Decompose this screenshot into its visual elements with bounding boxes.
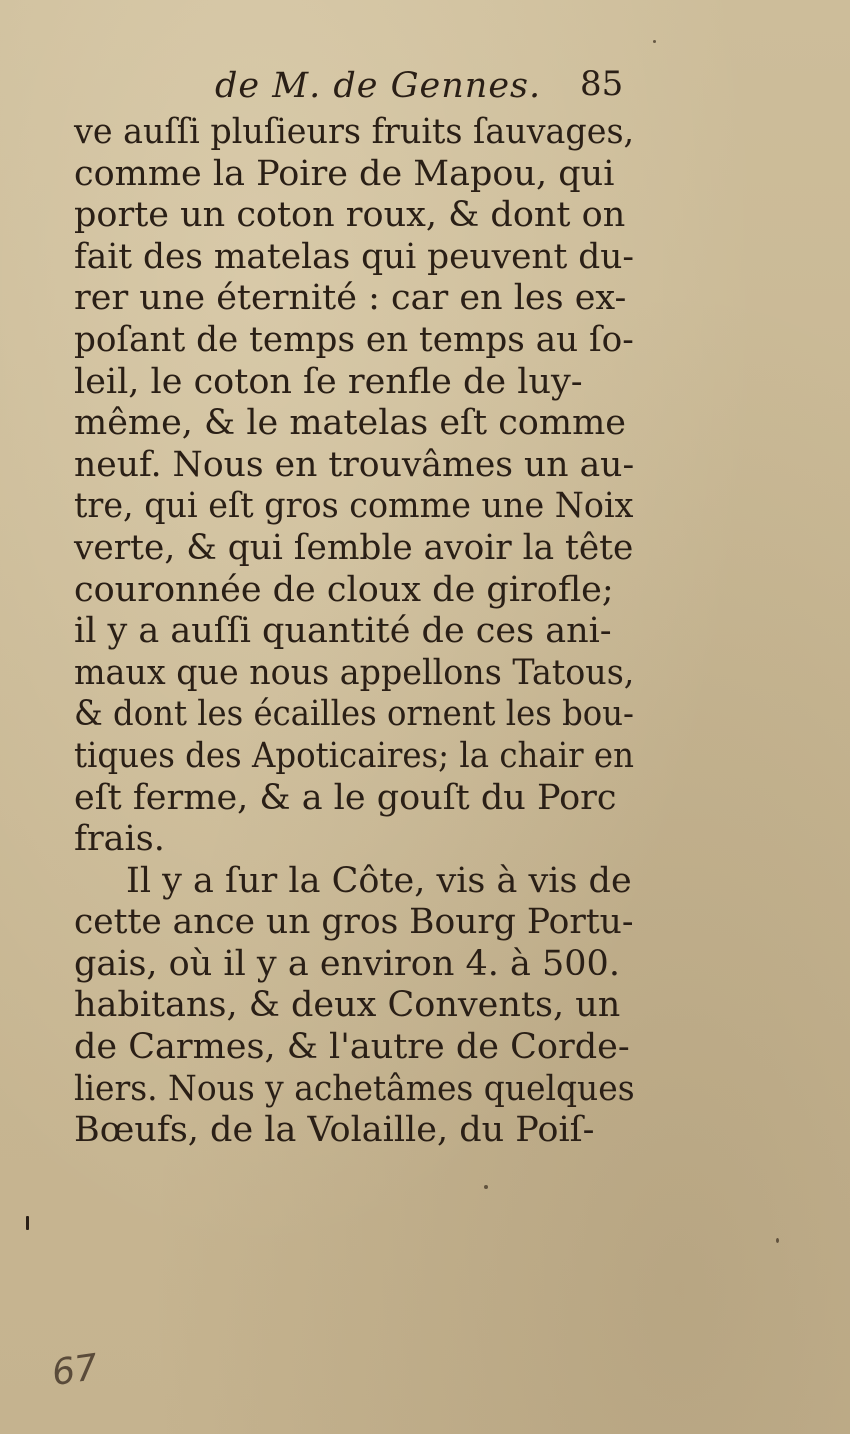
text-line: Bœufs, de la Volaille, du Poiſ- [74, 1110, 595, 1151]
text-line: neuf. Nous en trouvâmes un au- [74, 444, 635, 485]
page-number: 85 [580, 64, 624, 104]
text-line: fait des matelas qui peuvent du- [74, 236, 635, 277]
text-line: leil, le coton ſe renfle de luy- [74, 361, 583, 402]
text-line: Il y a ſur la Côte, vis à vis de [126, 860, 632, 901]
text-line: rer une éternité : car en les ex- [74, 278, 627, 319]
paper-speck [484, 1185, 488, 1189]
text-line: & dont les écailles ornent les bou- [74, 694, 634, 735]
text-line: tre, qui eſt gros comme une Noix [74, 486, 634, 527]
text-line: frais. [74, 819, 165, 860]
text-line: liers. Nous y achetâmes quelques [74, 1068, 635, 1109]
paper-speck [653, 40, 656, 43]
text-line: il y a auſſi quantité de ces ani- [74, 611, 612, 652]
text-line: cette ance un gros Bourg Portu- [74, 902, 634, 943]
text-line: tiques des Apoticaires; la chair en [74, 735, 634, 776]
paragraph [74, 861, 634, 1152]
text-line: verte, & qui ſemble avoir la tête [74, 527, 634, 568]
text-line: couronnée de cloux de girofle; [74, 569, 614, 610]
paragraph [74, 112, 634, 861]
text-line: habitans, & deux Convents, un [74, 985, 621, 1026]
margin-mark [26, 1216, 29, 1230]
text-line: comme la Poire de Mapou, qui [74, 153, 615, 194]
body-text [74, 112, 634, 1152]
text-line: maux que nous appellons Tatous, [74, 652, 635, 693]
handwritten-margin-note: 67 [49, 1347, 101, 1394]
text-line: poſant de temps en temps au ſo- [74, 319, 634, 360]
page-header [0, 66, 850, 116]
text-line: porte un coton roux, & dont on [74, 195, 626, 236]
text-line: même, & le matelas eſt comme [74, 403, 626, 444]
paper-speck [776, 1238, 779, 1243]
text-line: de Carmes, & l'autre de Corde- [74, 1027, 630, 1068]
running-head: de M. de Gennes. [215, 66, 542, 106]
text-line: eſt ferme, & a le gouſt du Porc [74, 777, 617, 818]
text-line: ve auſſi pluſieurs fruits ſauvages, [74, 112, 635, 152]
text-line: gais, où il y a environ 4. à 500. [74, 943, 620, 984]
